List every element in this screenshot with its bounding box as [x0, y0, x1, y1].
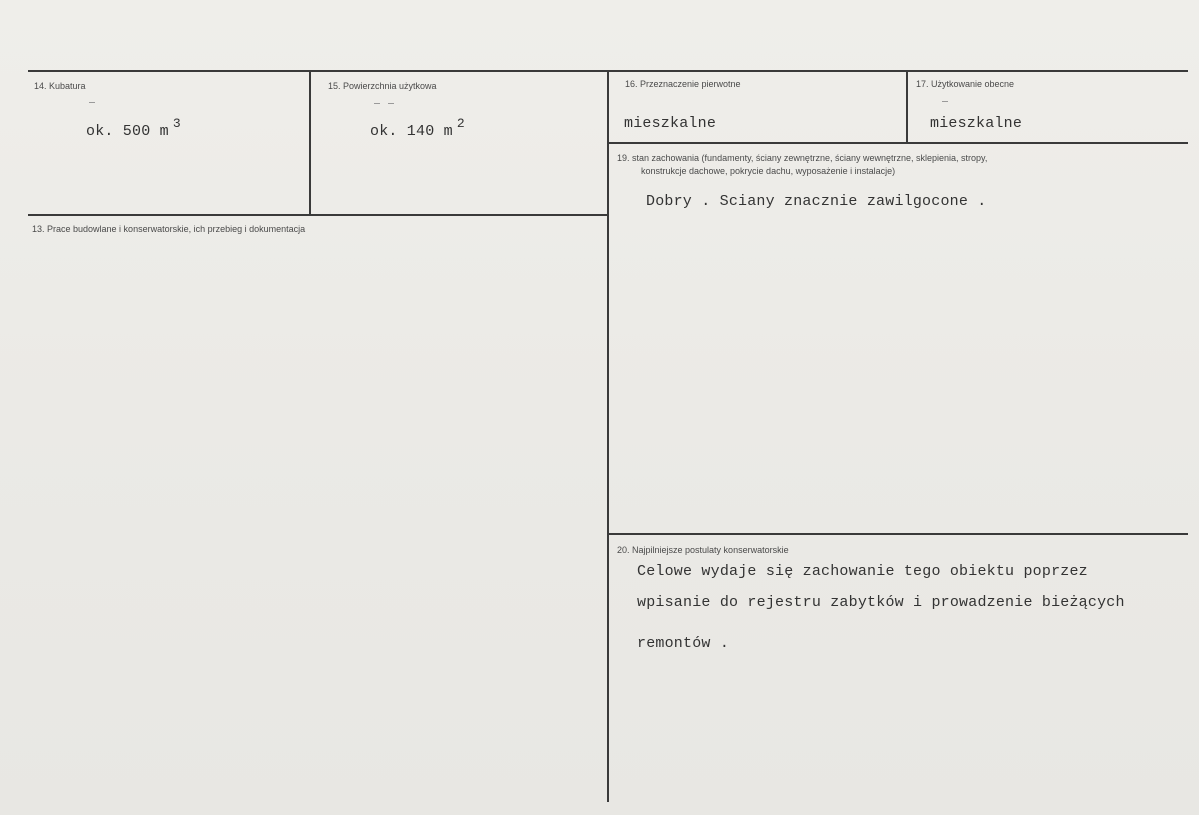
field-15-dash-2	[388, 103, 394, 104]
field-16-value: mieszkalne	[624, 115, 717, 132]
field-17-label: 17. Użytkowanie obecne	[916, 79, 1015, 89]
divider-16-17	[906, 72, 908, 142]
field-20-line-2: wpisanie do rejestru zabytków i prowadzenie bieżących	[637, 594, 1125, 611]
field-14-value	[86, 116, 181, 140]
field-19-value: Dobry . Sciany znacznie zawilgocone .	[646, 193, 987, 210]
field-14-exponent: 3	[172, 116, 181, 131]
field-14-dash	[89, 102, 95, 103]
field-15-dash	[374, 103, 380, 104]
field-17-dash	[942, 101, 948, 102]
field-14-label: 14. Kubatura	[34, 81, 86, 91]
divider-15-16	[607, 72, 609, 802]
divider-14-15	[309, 72, 311, 215]
field-19-label-line1: 19. stan zachowania (fundamenty, ściany zewnętrzne, ściany wewnętrzne, sklepienia, stropy,	[617, 153, 988, 163]
field-15-value	[370, 116, 465, 140]
field-15-exponent: 2	[456, 116, 465, 131]
field-15-label: 15. Powierzchnia użytkowa	[328, 81, 437, 91]
field-14-number: ok. 500 m	[86, 123, 169, 140]
field-20-line-3: remontów .	[637, 635, 730, 652]
rule-above-20	[609, 533, 1188, 535]
field-20-line-1: Celowe wydaje się zachowanie tego obiektu poprzez	[637, 563, 1088, 580]
field-16-label: 16. Przeznaczenie pierwotne	[625, 79, 741, 89]
field-19-label-line2: konstrukcje dachowe, pokrycie dachu, wyposażenie i instalacje)	[641, 166, 896, 176]
field-17-value: mieszkalne	[930, 115, 1023, 132]
field-13-label: 13. Prace budowlane i konserwatorskie, ich przebieg i dokumentacja	[32, 224, 306, 234]
rule-under-16-17	[609, 142, 1188, 144]
field-15-number: ok. 140 m	[370, 123, 453, 140]
rule-under-14-15	[28, 214, 608, 216]
field-20-label: 20. Najpilniejsze postulaty konserwatorskie	[617, 545, 789, 555]
